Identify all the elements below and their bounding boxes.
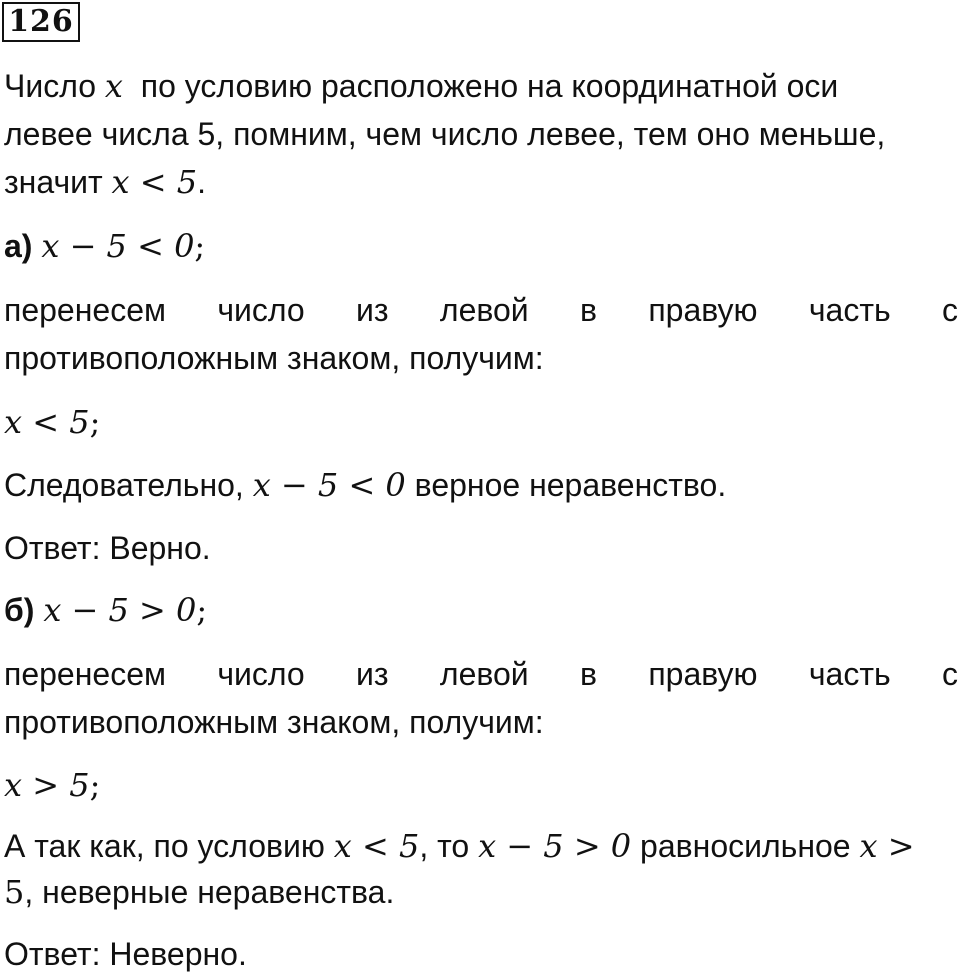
text: , то — [419, 828, 470, 864]
intro-text: значит — [4, 164, 103, 200]
word: число — [217, 656, 305, 692]
math-inequality: x − 5 > 0 — [478, 827, 632, 865]
math-inequality: x − 5 > 0 — [43, 591, 197, 629]
part-a-move-line-1 — [4, 290, 958, 330]
word: правую — [648, 656, 758, 692]
math-number: 5 — [4, 873, 25, 911]
math-inequality: x < 5 — [111, 163, 198, 201]
punctuation: ; — [89, 403, 101, 441]
text: противоположным знаком, получим: — [4, 340, 544, 376]
text: Следовательно, — [4, 467, 244, 503]
punctuation: ; — [196, 591, 208, 629]
word: число — [217, 292, 305, 328]
text: А так как, по условию — [4, 828, 325, 864]
math-inequality: x > 5 — [4, 766, 90, 804]
math-inequality: x − 5 < 0 — [252, 466, 406, 504]
word: с — [942, 656, 958, 692]
part-a-conclusion — [4, 465, 726, 505]
word: с — [942, 292, 958, 328]
math-inequality: x − 5 < 0 — [41, 227, 195, 265]
punctuation: ; — [89, 766, 101, 804]
math-inequality: x > — [859, 827, 915, 865]
text: , неверные неравенства. — [24, 874, 395, 910]
intro-line-2 — [4, 114, 885, 154]
word: часть — [808, 656, 891, 692]
part-b-label: б) — [4, 592, 35, 628]
part-b-conclusion-line-2 — [4, 872, 394, 912]
part-a-move-line-2 — [4, 338, 544, 378]
answer-text: Ответ: Верно. — [4, 530, 211, 566]
intro-text: Число — [4, 68, 97, 104]
part-b-move-line-1 — [4, 654, 958, 694]
word: левой — [439, 292, 529, 328]
intro-text: левее числа 5, помним, чем число левее, тем оно меньше, — [4, 116, 886, 152]
word: из — [356, 656, 389, 692]
word: левой — [439, 656, 529, 692]
word: часть — [808, 292, 891, 328]
part-b-answer — [4, 934, 247, 974]
word: в — [580, 656, 597, 692]
intro-text: . — [197, 164, 206, 200]
word: из — [356, 292, 389, 328]
word: правую — [648, 292, 758, 328]
part-a-answer — [4, 528, 211, 568]
part-a-result — [4, 402, 100, 442]
word: в — [580, 292, 597, 328]
part-b-heading — [4, 590, 207, 630]
part-b-result — [4, 765, 100, 805]
word: перенесем — [4, 656, 166, 692]
text: противоположным знаком, получим: — [4, 704, 544, 740]
part-a-heading — [4, 226, 205, 266]
math-inequality: x < 5 — [333, 827, 420, 865]
answer-text: Ответ: Неверно. — [4, 936, 247, 972]
problem-number: 126 — [2, 2, 80, 42]
math-inequality: x < 5 — [4, 403, 90, 441]
part-a-label: а) — [4, 228, 33, 264]
text: верное неравенство. — [414, 467, 727, 503]
intro-line-3 — [4, 162, 206, 202]
word: перенесем — [4, 292, 166, 328]
part-b-move-line-2 — [4, 702, 544, 742]
intro-text: по условию расположено на координатной оси — [140, 68, 839, 104]
math-variable: x — [104, 67, 123, 105]
punctuation: ; — [194, 227, 206, 265]
text: равносильное — [640, 828, 851, 864]
intro-line-1 — [4, 66, 838, 106]
part-b-conclusion-line-1 — [4, 826, 915, 866]
